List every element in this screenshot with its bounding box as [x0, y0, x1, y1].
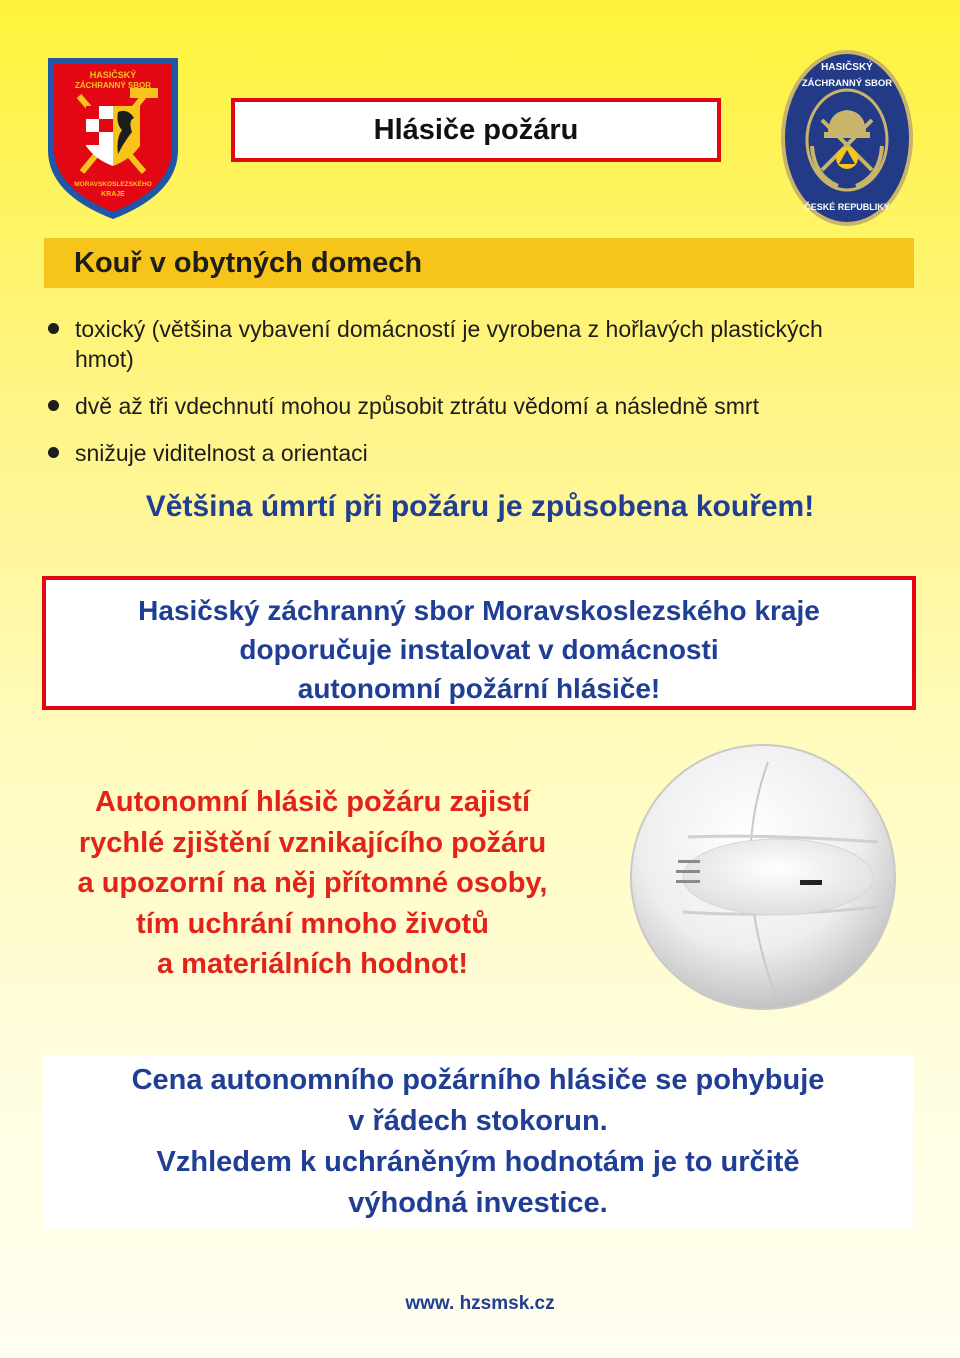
right-logo-bottom-text: ČESKÉ REPUBLIKY — [804, 202, 890, 212]
left-logo-bottom-text-2: KRAJE — [101, 191, 125, 198]
smoke-facts-list — [44, 314, 904, 485]
list-item: dvě až tři vdechnutí mohou způsobit ztrátu vědomí a následně smrt — [44, 391, 904, 421]
smoke-detector-image — [628, 742, 898, 1012]
section-heading: Kouř v obytných domech — [74, 247, 423, 279]
regional-fire-rescue-emblem-icon — [44, 54, 182, 222]
right-logo-top-text-1: HASIČSKÝ — [821, 62, 873, 73]
benefit-text — [40, 782, 585, 985]
price-info-box — [43, 1055, 913, 1228]
page-title-box — [231, 98, 721, 162]
benefit-line: tím uchrání mnoho životů — [136, 907, 489, 940]
regional-fire-rescue-logo — [44, 54, 182, 222]
recommendation-line: autonomní požární hlásiče! — [297, 673, 661, 704]
recommendation-line: doporučuje instalovat v domácnosti — [239, 634, 719, 665]
list-item: snižuje viditelnost a orientaci — [44, 438, 904, 468]
right-logo-top-text-2: ZÁCHRANNÝ SBOR — [801, 78, 893, 89]
price-line: výhodná investice. — [348, 1187, 608, 1219]
benefit-line: Autonomní hlásič požáru zajistí — [94, 786, 531, 818]
price-line: v řádech stokorun. — [348, 1105, 608, 1137]
price-line: Cena autonomního požárního hlásiče se pohybuje — [131, 1064, 825, 1096]
section-heading-bar — [44, 238, 914, 288]
price-line: Vzhledem k uchráněným hodnotám je to určitě — [156, 1146, 800, 1178]
page-title: Hlásiče požáru — [373, 113, 579, 146]
benefit-line: rychlé zjištění vznikajícího požáru — [78, 826, 547, 859]
smoke-warning: Většina úmrtí při požáru je způsobena kouřem! — [145, 490, 815, 523]
left-logo-top-text-1: HASIČSKÝ — [89, 70, 137, 80]
left-logo-bottom-text-1: MORAVSKOSLEZSKÉHO — [74, 181, 152, 188]
list-item: toxický (většina vybavení domácností je vyrobena z hořlavých plastických hmot) — [44, 314, 835, 374]
national-fire-rescue-logo — [778, 46, 916, 230]
benefit-line: a upozorní na něj přítomné osoby, — [77, 867, 548, 899]
national-fire-rescue-badge-icon — [778, 46, 916, 230]
left-logo-top-text-2: ZÁCHRANNÝ SBOR — [75, 81, 151, 90]
recommendation-line: Hasičský záchranný sbor Moravskoslezského kraje — [138, 595, 820, 626]
website-link[interactable]: www. hzsmsk.cz — [405, 1293, 555, 1314]
recommendation-box — [42, 576, 916, 710]
smoke-detector-icon — [628, 742, 898, 1012]
benefit-line: a materiálních hodnot! — [157, 948, 468, 980]
